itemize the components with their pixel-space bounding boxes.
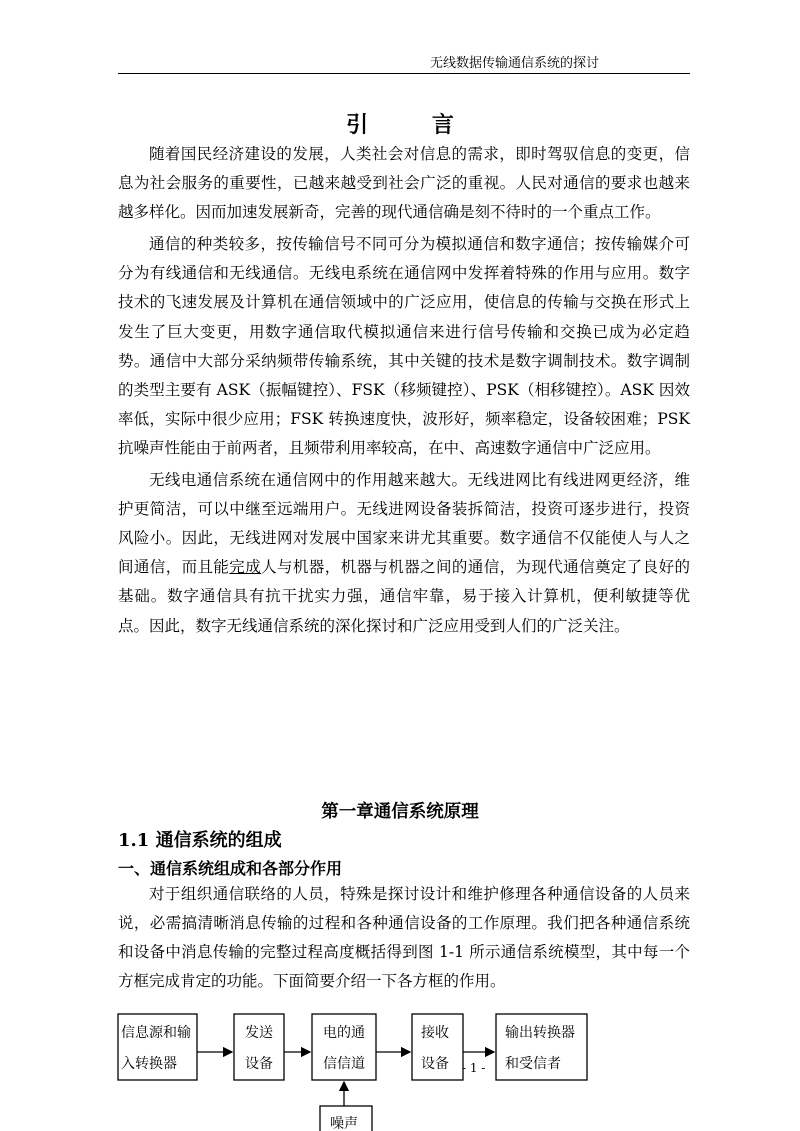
intro-paragraph-3-part-b: 人与机器，机器与机器之间的通信，为现代通信奠定了良好的基础。数字通信具有抗干扰实力强，通信牢靠，易于接入计算机，便利敏捷等优点。因此，数字无线通信系统的深化探讨和广泛应用受到人们的广泛关注。: [118, 558, 690, 635]
channel-line1: 电的通: [323, 1025, 365, 1041]
channel-box: [312, 1014, 376, 1080]
intro-paragraph-1: 随着国民经济建设的发展，人类社会对信息的需求，即时驾驭信息的变更，信息为社会服务的重要性，已越来越受到社会广泛的重视。人民对通信的要求也越来越多样化。因而加速发展新奇，完善的现代通信确是刻不待时的一个重点工作。: [118, 145, 690, 222]
page-number: - 1 -: [462, 1061, 486, 1075]
intro-title: 引 言: [346, 112, 482, 138]
source-converter-line1: 信息源和输: [121, 1025, 191, 1041]
noise-label: 噪声: [330, 1116, 358, 1131]
section-title: 1.1 通信系统的组成: [118, 830, 282, 851]
transmitter-box: [234, 1014, 284, 1080]
noise-box: [320, 1106, 372, 1131]
intro-paragraph-3-part-a: 无线电通信系统在通信网中的作用越来越大。无线进网比有线进网更经济，维护更简洁，可以中继至远端用户。无线进网设备装拆简洁，投资可逐步进行，投资风险小。因此，无线进网对发展中国家来讲尤其重要。数字通信不仅能使人与人之间通信，而且能: [118, 471, 690, 577]
output-sink-line2: 和受信者: [505, 1056, 561, 1072]
receiver-box: [412, 1014, 463, 1080]
source-converter-box: [118, 1014, 197, 1080]
underlined-word: 完成: [229, 558, 262, 577]
transmitter-line1: 发送: [245, 1025, 273, 1041]
source-converter-line2: 入转换器: [121, 1056, 177, 1072]
transmitter-line2: 设备: [245, 1056, 273, 1072]
receiver-line1: 接收: [421, 1025, 449, 1041]
chapter-paragraph-1: 对于组织通信联络的人员，特殊是探讨设计和维护修理各种通信设备的人员来说，必需搞清晰消息传输的过程和各种通信设备的工作原理。我们把各种通信系统和设备中消息传输的完整过程高度概括得到图 1-1 所示通信系统模型，其中每一个方框完成肯定的功能。下面简要介绍一下各方框的作用。: [118, 885, 690, 991]
chapter-title: 第一章通信系统原理: [321, 802, 479, 822]
output-sink-line1: 输出转换器: [505, 1025, 575, 1041]
channel-line2: 信信道: [323, 1056, 365, 1072]
receiver-line2: 设备: [421, 1056, 449, 1072]
output-sink-box: [496, 1014, 587, 1080]
intro-paragraph-2: 通信的种类较多，按传输信号不同可分为模拟通信和数字通信；按传输媒介可分为有线通信和无线通信。无线电系统在通信网中发挥着特殊的作用与应用。数字技术的飞速发展及计算机在通信领域中的广泛应用，使信息的传输与交换在形式上发生了巨大变更，用数字通信取代模拟通信来进行信号传输和交换已成为必定趋势。通信中大部分采纳频带传输系统，其中关键的技术是数字调制技术。数字调制的类型主要有 ASK（振幅键控）、FSK（移频键控）、PSK（相移键控）。ASK 因效率低，实际中很少应用；FSK 转换速度快，波形好，频率稳定，设备较困难；PSK 抗噪声性能由于前两者，且频带利用率较高，在中、高速数字通信中广泛应用。: [118, 235, 690, 457]
subsection-title: 一、通信系统组成和各部分作用: [118, 859, 343, 878]
running-header: 无线数据传输通信系统的探讨: [430, 56, 600, 71]
